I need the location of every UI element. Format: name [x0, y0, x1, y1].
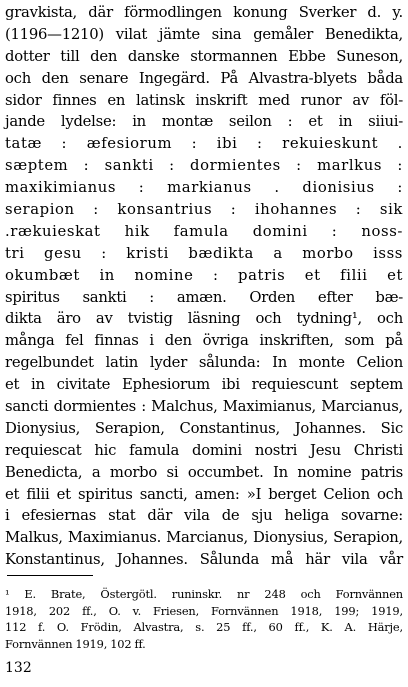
inscription-line: okumbæt in nomine : patris et filii et [5, 266, 403, 284]
text-line: jande lydelse: in montæ seilon : et in siiui- [5, 113, 403, 131]
footnote-line: 112 f. O. Frödin, Alvastra, s. 25 ff., 60 ff., K. A. Härje, [5, 620, 403, 635]
inscription-line: tatæ : æfesiorum : ibi : rekuieskunt . [5, 135, 403, 153]
text-line: Malkus, Maximianus. Marcianus, Dionysius, Serapion, [5, 529, 403, 547]
text-line: gravkista, där förmodlingen konung Sverker d. y. [5, 4, 403, 21]
inscription-line: sæptem : sankti : dormientes : marlkus : [5, 157, 403, 175]
text-line: Konstantinus, Johannes. Sålunda må här vila vår [5, 551, 403, 569]
text-line: (1196—1210) vilat jämte sina gemåler Benedikta, [5, 25, 403, 43]
text-line: requiescat hic famula domini nostri Jesu Christi [5, 441, 403, 459]
inscription-line: tri gesu : kristi bædikta a morbo isss [5, 244, 403, 262]
text-line: Dionysius, Serapion, Constantinus, Johannes. Sic [5, 419, 403, 437]
text-line: sidor finnes en latinsk inskrift med runor av föl- [5, 91, 403, 109]
inscription-line: serapion : konsantrius : ihohannes : sik [5, 201, 403, 219]
footnote-line: ¹ E. Brate, Östergötl. runinskr. nr 248 och Fornvännen [5, 587, 403, 601]
text-line: Benedicta, a morbo si occumbet. In nomine patris [5, 463, 403, 481]
inscription-line: maxikimianus : markianus . dionisius : [5, 179, 403, 197]
footnote [5, 586, 403, 652]
text-line: spiritus sankti : amæn. Orden efter bæ- [5, 288, 403, 306]
text-line: många fel finnas i den övriga inskriften, som på [5, 332, 403, 350]
text-line: et in civitate Ephesiorum ibi requiescunt septem [5, 376, 403, 394]
footnote-divider [7, 575, 93, 576]
text-line: i efesiernas stat där vila de sju heliga sovarne: [5, 507, 403, 525]
text-line: et filii et spiritus sancti, amen: »I berget Celion och [5, 485, 403, 503]
footnote-line: 1918, 202 ff., O. v. Friesen, Fornvännen 1918, 199; 1919, [5, 603, 403, 618]
inscription-line: .rækuieskat hik famula domini : noss- [5, 222, 403, 240]
text-line: regelbundet latin lyder sålunda: In monte Celion [5, 354, 403, 372]
text-line: dotter till den danske stormannen Ebbe Suneson, [5, 47, 403, 65]
text-line: dikta äro av tvistig läsning och tydning¹, och [5, 310, 403, 328]
text-line: sancti dormientes : Malchus, Maximianus, Marcianus, [5, 398, 403, 416]
main-text [5, 2, 403, 571]
text-line: och den senare Ingegärd. På Alvastra-blyets båda [5, 69, 403, 87]
page-number: 132 [5, 660, 32, 676]
footnote-line: Fornvännen 1919, 102 ff. [5, 636, 146, 651]
